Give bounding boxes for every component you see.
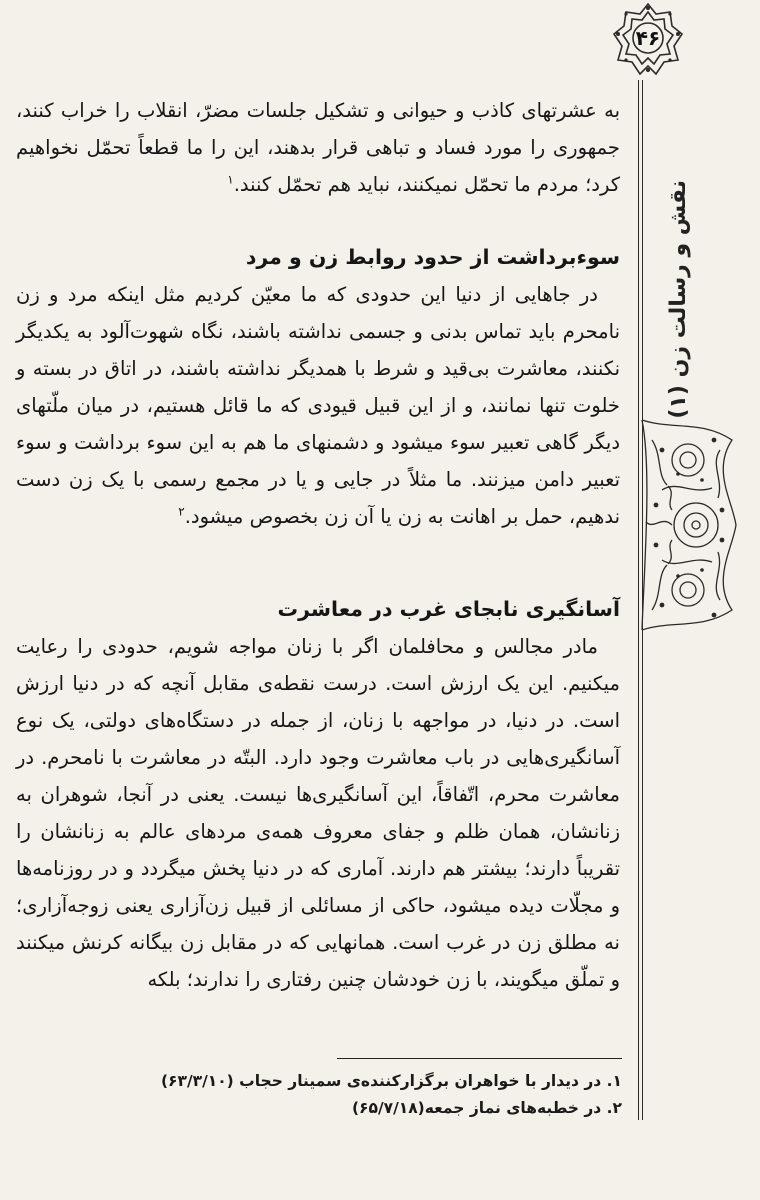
footnote-divider: [337, 1058, 622, 1059]
footnote: ۲. در خطبه‌های نماز جمعه(۶۵/۷/۱۸): [351, 1099, 622, 1117]
footnote-ref[interactable]: ۲: [178, 504, 185, 519]
footnote: ۱. در دیدار با خواهران برگزارکننده‌ی سمینار حجاب (۶۳/۳/۱۰): [160, 1072, 622, 1090]
running-title: نقش و رسالت زن (۱): [666, 180, 691, 419]
paragraph: در جاهایی از دنیا این حدودی که ما معیّن کردیم مثل اینکه مرد و زن نامحرم باید تماس بدنی و جسمی نداشته باشند، نگاه شهوت‌آلود به یکدیگر نکنند، معاشرت بی‌قید و شرط با همدیگر نداشته باشند، در اتاق در بسته و خلوت تنها نمانند، و از این قبیل قیودی که ما قائل هستیم، در میان ملّتهای دیگر گاهی تعبیر سوء میشود و دشمنهای ما هم به این سوء برداشت و سوء تعبیر دامن میزنند. ما مثلاً در جایی و یا در مجمع رسمی با یک زن دست ندهیم، حمل بر اهانت به زن یا آن زن بخصوص میشود.$^۲$: [16, 283, 620, 528]
section-heading: سوءبرداشت از حدود روابط زن و مرد: [245, 245, 620, 269]
footnote-ref[interactable]: ۱: [227, 172, 234, 187]
paragraph: مادر مجالس و محافلمان اگر با زنان مواجه شویم، حدودی را رعایت میکنیم. این یک ارزش است. درست نقطه‌ی مقابل آنچه که در دنیا ارزش است. در دنیا، در مواجهه با زنان، از جمله در دستگاه‌های دولتی، یک نوع آسانگیری‌هایی در باب معاشرت وجود دارد. البتّه در معاشرت با نامحرم. در معاشرت محرم، اتّفاقاً، این آسانگیری‌ها نیست. یعنی در آنجا، شوهران به زنانشان، همان ظلم و جفای معروف همه‌ی مردهای عالم به زنانشان را تقریباً دارند؛ بیشتر هم دارند. آماری که در دنیا پخش میگردد و در روزنامه‌ها و مجلّات دیده میشود، حاکی از مسائلی از قبیل زن‌آزاری یعنی زوجه‌آزاری؛ نه مطلق زن در غرب است. همانهایی که در مقابل زن بیگانه کرنش میکنند و تملّق میگویند، با زن خودشان چنین رفتاری را ندارند؛ بلکه: [16, 635, 620, 991]
footnotes: [160, 1068, 622, 1122]
section-heading: آسانگیری نابجای غرب در معاشرت: [277, 597, 620, 621]
body-text: [16, 92, 620, 998]
page-number: ۴۶: [635, 26, 661, 50]
paragraph: به عشرتهای کاذب و حیوانی و تشکیل جلسات مضرّ، انقلاب را خراب کنند، جمهوری را مورد فساد و تباهی قرار بدهند، این را ما قطعاً تحمّل نخواهیم کرد؛ مردم ما تحمّل نمیکنند، نباید هم تحمّل کنند.$^۱$: [16, 99, 620, 196]
floral-ornament: [632, 410, 740, 640]
